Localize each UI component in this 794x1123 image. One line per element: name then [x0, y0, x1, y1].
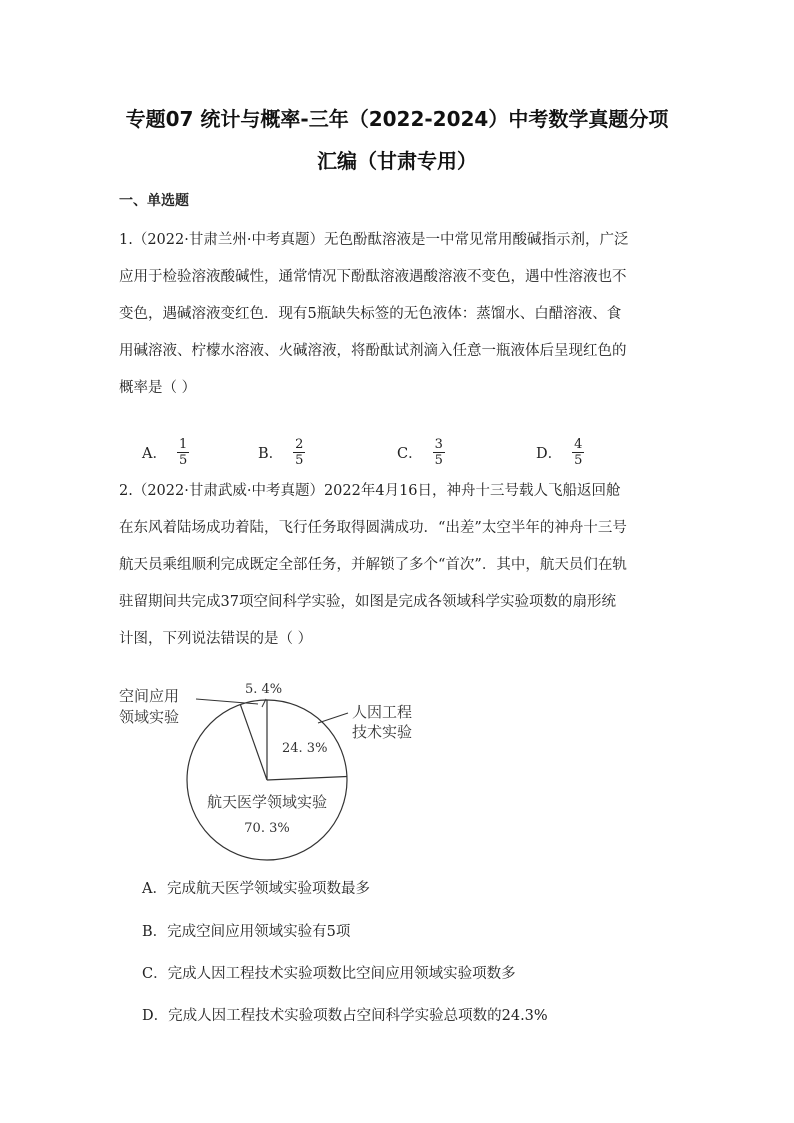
slice-label-engineering-line2: 技术实验: [352, 723, 413, 741]
slice-label-application-line1: 空间应用: [119, 687, 180, 705]
pie-chart: [0, 675, 794, 865]
option-label: A．: [142, 445, 167, 462]
fraction-numerator: 4: [574, 436, 583, 452]
fraction: [572, 437, 584, 468]
question-1-line: 1.（2022·甘肃兰州·中考真题）无色酚酞溶液是一中常见常用酸碱指示剂，广泛: [119, 232, 629, 248]
slice-label-engineering-line1: 人因工程: [352, 703, 413, 721]
slice-boundary-medicine: [267, 776, 347, 780]
fraction-denominator: 5: [574, 452, 583, 468]
option-label: B．: [258, 445, 284, 462]
option-b[interactable]: B．完成空间应用领域实验有5项: [142, 924, 351, 940]
fraction: [433, 437, 445, 468]
slice-label-medicine: 航天医学领域实验: [206, 793, 328, 811]
page-title-line-1: 专题07 统计与概率-三年（2022-2024）中考数学真题分项: [125, 107, 669, 131]
question-1-options: [0, 432, 794, 472]
slice-value-medicine: 70. 3%: [244, 821, 290, 836]
question-1-stem: [119, 222, 679, 407]
question-2-line: 在东风着陆场成功着陆，飞行任务取得圆满成功．“出差”太空半年的神舟十三号: [119, 520, 627, 536]
slice-value-application: 5. 4%: [245, 682, 283, 697]
fraction-denominator: 5: [434, 452, 443, 468]
option-label: C．: [397, 445, 423, 462]
question-1-line: 应用于检验溶液酸碱性，通常情况下酚酞溶液遇酸溶液不变色，遇中性溶液也不: [119, 269, 627, 285]
question-2-stem: [119, 473, 679, 658]
option-c[interactable]: [397, 432, 445, 472]
slice-label-application-line2: 领域实验: [119, 708, 180, 726]
fraction-numerator: 3: [434, 436, 443, 452]
option-d[interactable]: [536, 432, 584, 472]
fraction: [293, 437, 305, 468]
page-title-line-2: 汇编（甘肃专用）: [317, 149, 477, 173]
question-2-line: 驻留期间共完成37项空间科学实验，如图是完成各领域科学实验项数的扇形统: [119, 594, 616, 610]
slice-boundary-application: [240, 705, 267, 780]
option-d[interactable]: D．完成人因工程技术实验项数占空间科学实验总项数的24.3%: [142, 1008, 548, 1024]
option-a[interactable]: [142, 432, 189, 472]
fraction: [177, 437, 189, 468]
question-1-line: 用碱溶液、柠檬水溶液、火碱溶液，将酚酞试剂滴入任意一瓶液体后呈现红色的: [119, 343, 627, 359]
option-a[interactable]: A．完成航天医学领域实验项数最多: [142, 881, 370, 897]
leader-line-application: [196, 699, 258, 704]
option-label: D．: [536, 445, 563, 462]
fraction-denominator: 5: [295, 452, 304, 468]
question-2-line: 计图，下列说法错误的是（ ）: [119, 631, 313, 647]
fraction-numerator: 2: [295, 436, 304, 452]
option-b[interactable]: [258, 432, 305, 472]
question-2-line: 2.（2022·甘肃武威·中考真题）2022年4月16日，神舟十三号载人飞船返回舱: [119, 483, 621, 499]
slice-value-engineering: 24. 3%: [282, 741, 328, 756]
option-c[interactable]: C．完成人因工程技术实验项数比空间应用领域实验项数多: [142, 966, 516, 982]
question-2-line: 航天员乘组顺利完成既定全部任务，并解锁了多个“首次”．其中，航天员们在轨: [119, 557, 627, 573]
fraction-denominator: 5: [178, 452, 188, 468]
leader-line-engineering: [318, 713, 348, 723]
question-1-line: 变色，遇碱溶液变红色．现有5瓶缺失标签的无色液体：蒸馏水、白醋溶液、食: [119, 306, 622, 322]
section-heading: 一、单选题: [119, 193, 189, 209]
question-1-line: 概率是（ ）: [119, 380, 197, 396]
fraction-numerator: 1: [178, 436, 188, 452]
